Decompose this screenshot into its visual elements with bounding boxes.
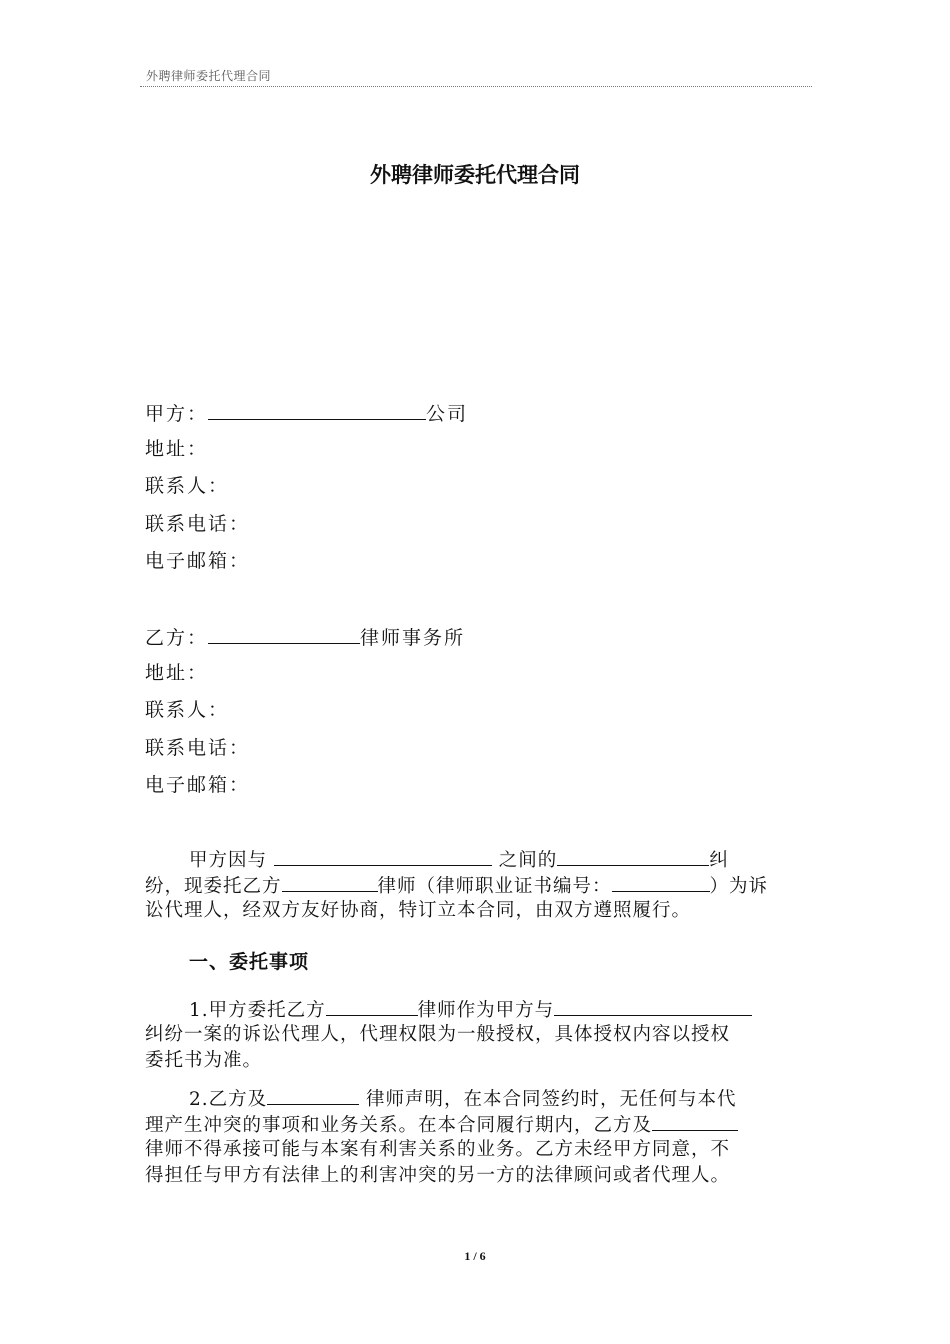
party-b-email: 电子邮箱： bbox=[145, 774, 251, 796]
intro-text: ）为诉 bbox=[709, 876, 769, 897]
clause-text: 律师作为甲方与 bbox=[417, 1000, 555, 1021]
page-number: 1 / 6 bbox=[464, 1249, 486, 1263]
party-b-line bbox=[145, 624, 465, 650]
party-a-address: 地址： bbox=[145, 438, 209, 460]
section-heading: 一、委托事项 bbox=[189, 951, 310, 973]
lawyer-name-blank bbox=[326, 996, 418, 1016]
party-b-contact: 联系人： bbox=[145, 699, 230, 721]
clause-text: 理产生冲突的事项和业务关系。在本合同履行期内，乙方及 bbox=[145, 1115, 653, 1136]
clause-text: 律师声明，在本合同签约时，无任何与本代 bbox=[366, 1089, 737, 1110]
clause-text: 得担任与甲方有法律上的利害冲突的另一方的法律顾问或者代理人。 bbox=[145, 1165, 731, 1186]
party-a-label: 甲方： bbox=[145, 403, 209, 425]
party-a-name-blank bbox=[208, 400, 426, 420]
dispute-type-blank bbox=[557, 846, 709, 866]
party-b-phone: 联系电话： bbox=[145, 737, 251, 759]
clause-text: 律师不得承接可能与本案有利害关系的业务。乙方未经甲方同意，不 bbox=[145, 1139, 731, 1160]
party-b-label: 乙方： bbox=[145, 627, 209, 649]
clause-1 bbox=[145, 996, 807, 1074]
lawyer-name-blank bbox=[267, 1085, 359, 1105]
clause-text: 纠纷一案的诉讼代理人，代理权限为一般授权，具体授权内容以授权 bbox=[145, 1024, 731, 1045]
party-b-suffix: 律师事务所 bbox=[360, 627, 466, 649]
intro-text: 之间的 bbox=[498, 850, 558, 871]
party-b-address: 地址： bbox=[145, 662, 209, 684]
running-header: 外聘律师委托代理合同 bbox=[146, 69, 272, 83]
clause-text: 1.甲方委托乙方 bbox=[189, 1000, 326, 1021]
party-a-contact: 联系人： bbox=[145, 475, 230, 497]
intro-text: 甲方因与 bbox=[189, 850, 268, 871]
party-a-suffix: 公司 bbox=[426, 403, 469, 425]
intro-text: 纷，现委托乙方 bbox=[145, 876, 282, 897]
clause-text: 委托书为准。 bbox=[145, 1050, 263, 1071]
party-a-line bbox=[145, 400, 468, 426]
party-b-name-blank bbox=[208, 624, 360, 644]
intro-text: 讼代理人，经双方友好协商，特订立本合同，由双方遵照履行。 bbox=[145, 900, 692, 921]
lawyer-name-blank bbox=[282, 872, 378, 892]
intro-text: 律师（律师职业证书编号： bbox=[377, 876, 612, 897]
document-title: 外聘律师委托代理合同 bbox=[370, 163, 580, 187]
clause-2 bbox=[145, 1085, 807, 1189]
intro-text: 纠 bbox=[709, 850, 729, 871]
lawyer-name-blank bbox=[652, 1111, 738, 1131]
license-number-blank bbox=[612, 872, 710, 892]
party-a-phone: 联系电话： bbox=[145, 513, 251, 535]
party-a-email: 电子邮箱： bbox=[145, 550, 251, 572]
opposing-party-blank bbox=[554, 996, 752, 1016]
header-divider bbox=[140, 86, 812, 87]
intro-paragraph bbox=[145, 846, 807, 924]
clause-text: 2.乙方及 bbox=[189, 1089, 268, 1110]
opposing-party-blank bbox=[274, 846, 492, 866]
